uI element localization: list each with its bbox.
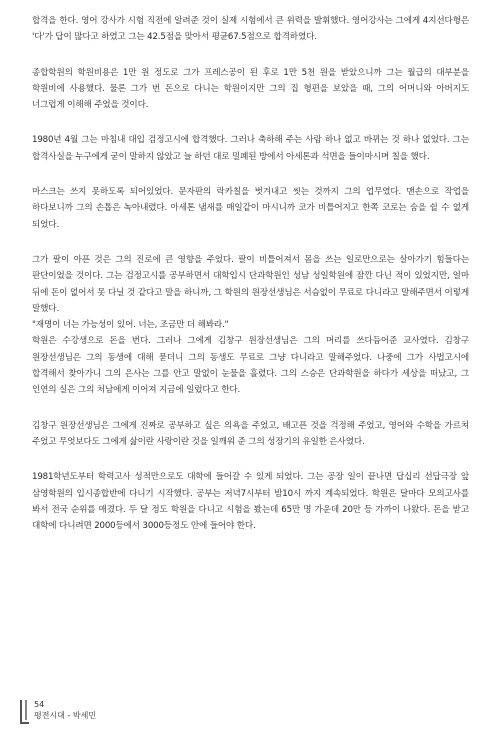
page-number: 54	[34, 700, 45, 709]
paragraph-2: 종합학원의 학원비용은 1만 원 정도로 그가 프레스공이 된 후로 1만 5천 원을 받았으니까 그는 월급의 대부분을 학원비에 사용했다. 물론 그가 번 돈으로 다니는 학원이지만 그의 집 형편을 보았을 때, 그의 어머니와 아버지도 너그럽게 이해해 주었을 것이다.	[32, 67, 469, 111]
paragraph-5: 그가 팔이 아픈 것은 그의 진로에 큰 영향을 주었다. 팔이 비틀어져서 몸을 쓰는 일로만으로는 살아가기 힘들다는 판단이었을 것이다. 그는 검정고시를 공부하면서 대학입시 단과학원인 성남 성일학원에 잠깐 다닌 적이 있었지만, 얼마 뒤에 돈이 없어서 못 다닐 것 같다고 말을 하니까, 그 학원의 원장선생님은 서슴없이 무료로 다니라고 말해주면서 이렇게 말했다.	[32, 254, 469, 314]
book-title-author: 평전시대 - 박세민	[34, 711, 97, 720]
paragraph-3: 1980년 4월 그는 마침내 대입 검정고시에 합격했다. 그러나 축하해 주는 사람 하나 없고 바뀌는 것 하나 없었다. 그는 합격사실을 누구에게 굳이 말하지 않았고 늘 하던 대로 밀폐된 방에서 아세톤과 석면을 들이마시며 칠을 했다.	[32, 135, 469, 162]
paragraph-8: 1981학년도부터 학력고사 성적만으로도 대학에 들어갈 수 있게 되었다. 그는 공장 일이 끝나면 답십리 선답극장 앞 삼영학원의 입시종합반에 다니기 시작했다. 공부는 저녁7시부터 밤10시 까지 계속되었다. 학원은 달마다 모의고사를 봐서 전국 순위를 매겼다. 두 달 정도 학원을 다니고 시험을 봤는데 65만 명 가운데 20만 등 가까이 나왔다. 돈을 받고 대학에 다니려면 2000등에서 3000등정도 안에 들어야 한다.	[32, 472, 469, 532]
quote-line: "재명이 너는 가능성이 있어. 너는, 조금만 더 해봐라."	[32, 320, 229, 331]
paragraph-1: 합격을 한다. 영어 강사가 시험 직전에 알려준 것이 실제 시험에서 큰 위력을 발휘했다. 영어강사는 그에게 4지선다형은 '다'가 답이 많다고 하였고 그는 42.5점을 맞아서 평균67.5점으로 합격하였다.	[32, 16, 469, 43]
paragraph-6: 학원은 수강생으로 돈을 번다. 그러나 그에게 김창구 원장선생님은 그의 머리를 쓰다듬어준 교사였다. 김창구 원장선생님은 그의 동생에 대해 묻더니 그의 동생도 무료로 그냥 다니라고 말해주었다. 나중에 그가 사법고시에 합격해서 찾아가니 그의 은사는 그를 안고 말없이 눈물을 흘렸다. 그의 스승은 단과학원을 하다가 세상을 떠났고, 그 인연의 실은 그의 처남에게 이어져 지금에 일렀다고 한다.	[32, 336, 469, 396]
paragraph-7: 김창구 원장선생님은 그에게 진짜로 공부하고 싶은 의욕을 주었고, 배고픈 것을 걱정해 주었고, 영어와 수학을 가르쳐 주었고 무엇보다도 그에게 삶이란 사랑이란 것을 일깨워 준 그의 성장기의 유일한 은사였다.	[32, 420, 469, 447]
body-text	[32, 13, 469, 534]
page-corner-mark-icon	[20, 700, 29, 724]
paragraph-4: 마스크는 쓰지 못하도록 되어있었다. 문자판의 락카칠을 벗겨내고 씻는 것까지 그의 업무였다. 맨손으로 작업을 하다보니까 그의 손톱은 녹아내렸다. 아세톤 냄새를 매일같이 마시니까 코가 비틀어지고 한쪽 코로는 숨을 쉴 수 없게 되었다.	[32, 187, 469, 230]
